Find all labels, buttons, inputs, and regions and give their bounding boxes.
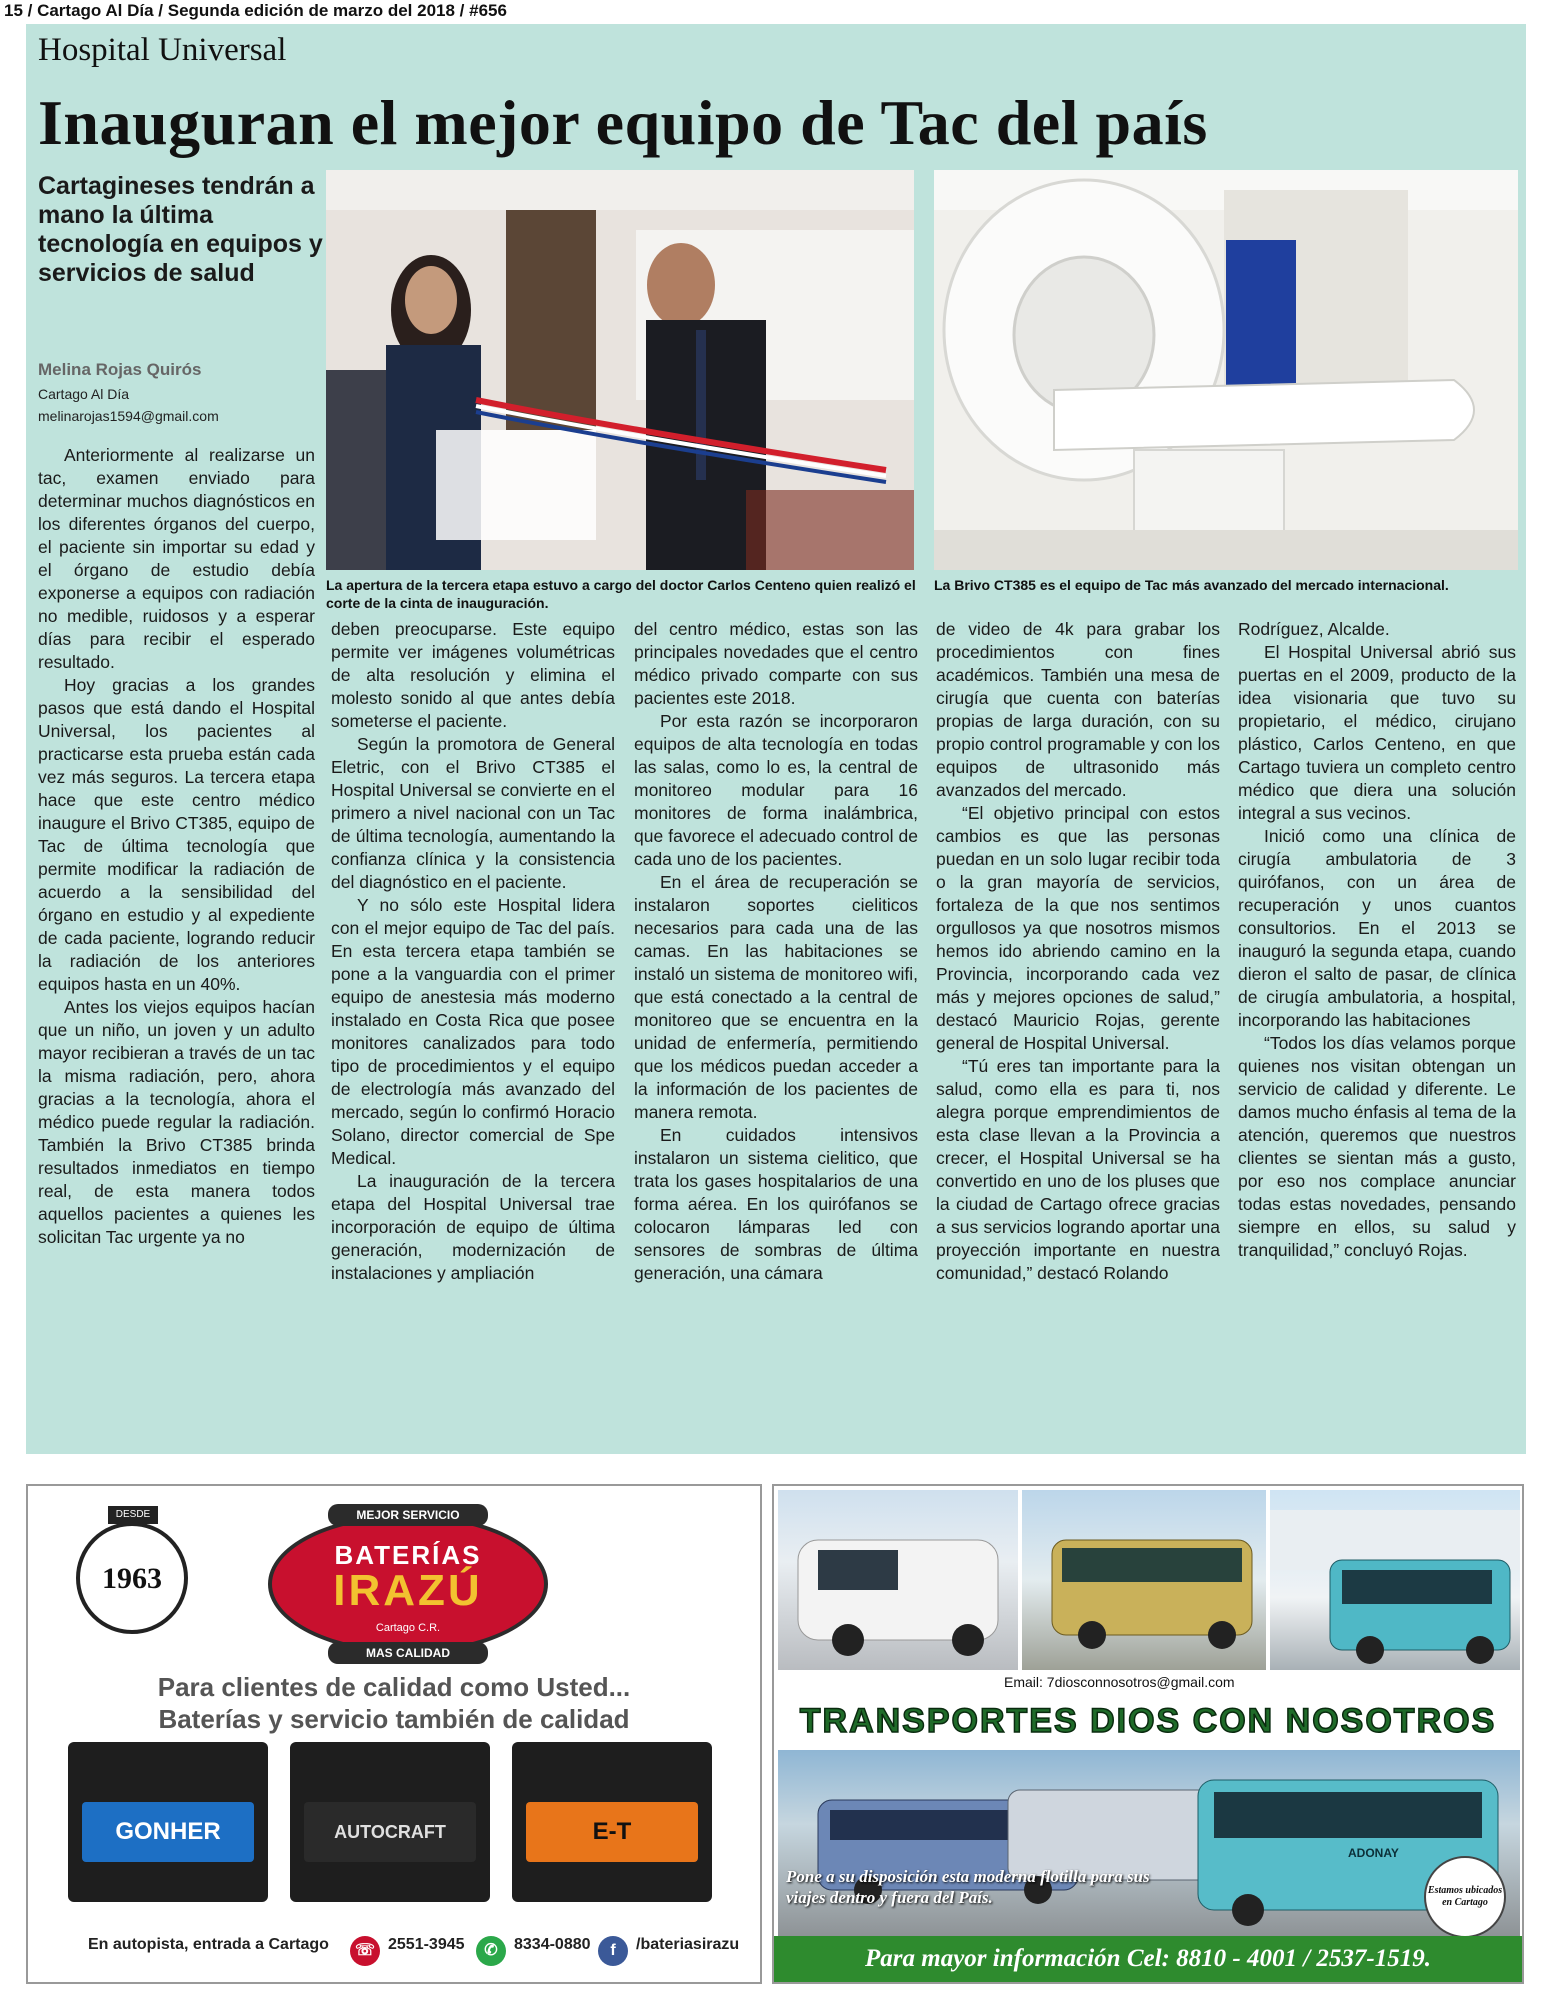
headline: Inauguran el mejor equipo de Tac del país bbox=[38, 87, 1208, 158]
battery-gonher bbox=[68, 1742, 268, 1902]
ad-tagline-2: Baterías y servicio también de calidad bbox=[158, 1704, 630, 1734]
fleet-illustration bbox=[778, 1750, 1520, 1936]
column-1 bbox=[38, 444, 315, 1249]
logo-top-banner: MEJOR SERVICIO bbox=[328, 1504, 488, 1526]
location-badge: Estamos ubicados en Cartago bbox=[1424, 1856, 1506, 1938]
bus-label: ADONAY bbox=[1348, 1846, 1399, 1860]
paragraph: Y no sólo este Hospital lidera con el mejor equipo de Tac del país. En esta tercera etapa también se pone a la vanguardia con el primer equipo de anestesia más moderno instalado en Costa Rica que posee monitores canalizados para todo tipo de procedimientos y el equipo de electrología más avanzado del mercado, según lo confirmó Horacio Solano, director comercial de Spe Medical. bbox=[331, 895, 615, 1168]
logo-word-irazu: IRAZÚ bbox=[333, 1566, 483, 1615]
ad-transportes-dios-con-nosotros[interactable] bbox=[772, 1484, 1524, 1984]
paragraph: En el área de recuperación se instalaron soportes cieliticos necesarios para cada una de las camas. En las habitaciones se instaló un sistema de monitoreo wifi, que está conectado a la central de monitoreo que se encuentra en la unidad de enfermería, permitiendo que los médicos puedan acceder a la información de los pacientes de manera remota. bbox=[634, 872, 918, 1122]
paragraph: Anteriormente al realizarse un tac, examen enviado para determinar muchos diagnósticos en los diferentes órganos del cuerpo, el paciente sin importar su edad y el órgano de estudio debía exponerse a equipos con radiación no medible, ruidosos y a esperar días para recibir el esperado resultado. bbox=[38, 445, 315, 672]
phone-number[interactable]: 2551-3945 bbox=[388, 1936, 465, 1953]
paragraph: de video de 4k para grabar los procedimientos con fines académicos. También una mesa de cirugía que cuenta con baterías propias de larga duración, con su propio control programable y con los equipos de ultrasonido más avanzados del mercado. bbox=[936, 619, 1220, 800]
facebook-handle[interactable]: /bateriasirazu bbox=[636, 1936, 740, 1953]
logo-city: Cartago C.R. bbox=[375, 1622, 441, 1634]
ribbon-cutting-illustration bbox=[326, 170, 914, 570]
transport-slogan: Pone a su disposición esta moderna flotilla para sus viajes dentro y fuera del País. bbox=[786, 1867, 1150, 1907]
paragraph: El Hospital Universal abrió sus puertas en el 2009, producto de la idea visionaria que tuvo su propietario, el médico, cirujano plástico, Carlos Centeno, en que Cartago tuviera un completo centro médico que diera una solución integral a sus vecinos. bbox=[1238, 642, 1516, 823]
ad-baterias-irazu[interactable]: 1963 DESDE MEJOR SERVICIO BATERÍAS IRAZÚ Cartago C.R. MAS CALIDAD Para clientes de calidad como Usted... Baterías y servicio también de calidad GONHER AUTOCRAFT E-T En autopista, entrada a Cartago ☏ 2551-3945 ✆ 8334-0880 f /bateriasirazu bbox=[26, 1484, 762, 1984]
article bbox=[26, 24, 1526, 1454]
photo-caption-1: La apertura de la tercera etapa estuvo a cargo del doctor Carlos Centeno quien realizó el corte de la cinta de inauguración. bbox=[326, 577, 916, 611]
paragraph: Hoy gracias a los grandes pasos que está dando el Hospital Universal, los pacientes al practicarse esta prueba están cada vez más seguros. La tercera etapa hace que este centro médico inaugure el Brivo CT385, equipo de Tac de última tecnología que permite modificar la radiación de acuerdo a la sensibilidad del órgano en estudio y al expediente de cada paciente, logrando reducir la radiación de los anteriores equipos hasta en un 40%. bbox=[38, 675, 315, 994]
paragraph: “Todos los días velamos porque quienes nos visitan obtengan un servicio de calidad y diferente. Le damos mucho énfasis al tema de la atención, queremos que nuestros clientes se sientan más a gusto, por eso nos complace anunciar todas estas novedades, pensando siempre en ellos, su salud y tranquilidad,” concluyó Rojas. bbox=[1238, 1033, 1516, 1260]
column-4 bbox=[936, 618, 1220, 1285]
logo-word-baterias: BATERÍAS bbox=[334, 1540, 482, 1570]
author-email[interactable]: melinarojas1594@gmail.com bbox=[38, 408, 219, 424]
paragraph: del centro médico, estas son las principales novedades que el centro médico privado comparte con sus pacientes este 2018. bbox=[634, 619, 918, 708]
logo-bottom-banner: MAS CALIDAD bbox=[328, 1642, 488, 1664]
paragraph: Rodríguez, Alcalde. bbox=[1238, 619, 1390, 639]
transport-email[interactable]: Email: 7diosconnosotros@gmail.com bbox=[1004, 1674, 1235, 1690]
column-2 bbox=[331, 618, 615, 1285]
yellow-bus-illustration bbox=[1022, 1490, 1266, 1670]
paragraph: En cuidados intensivos instalaron un sistema cielitico, que trata los gases hospitalarios de una forma aérea. En los quirófanos se colocaron lámparas led con sensores de sombras de última generación, una cámara bbox=[634, 1125, 918, 1283]
photo-ribbon-cutting bbox=[326, 170, 914, 570]
transport-info-bar[interactable]: Para mayor información Cel: 8810 - 4001 / 2537-1519. bbox=[774, 1936, 1522, 1982]
since-1963-badge: 1963 bbox=[76, 1522, 188, 1634]
paragraph: La inauguración de la tercera etapa del Hospital Universal trae incorporación de equipo de última generación, modernización de instalaciones y ampliación bbox=[331, 1171, 615, 1283]
battery-brand-gonher: GONHER bbox=[82, 1802, 254, 1862]
photo-yellow-bus bbox=[1022, 1490, 1266, 1670]
paragraph: deben preocuparse. Este equipo permite ver imágenes volumétricas de alta resolución y elimina el molesto sonido al que antes debía someterse el paciente. bbox=[331, 619, 615, 731]
subhead: Cartagineses tendrán a mano la última tecnología en equipos y servicios de salud bbox=[38, 172, 323, 287]
paragraph: Antes los viejos equipos hacían que un niño, un joven y un adulto mayor recibieran a través de un tac la misma radiación, pero, ahora gracias a la tecnología, ahora el médico puede regular la radiación. También la Brivo CT385 brinda resultados inmediatos en tiempo real, de esta manera todos aquellos pacientes a quienes les solicitan Tac urgente ya no bbox=[38, 997, 315, 1247]
van-illustration bbox=[778, 1490, 1018, 1670]
since-tag: DESDE bbox=[108, 1506, 158, 1524]
battery-energia-total bbox=[512, 1742, 712, 1902]
photo-fleet bbox=[778, 1750, 1520, 1936]
battery-autocraft bbox=[290, 1742, 490, 1902]
battery-brand-et: E-T bbox=[526, 1802, 698, 1862]
whatsapp-number[interactable]: 8334-0880 bbox=[514, 1936, 591, 1953]
teal-bus-illustration bbox=[1270, 1490, 1520, 1670]
paragraph: Inició como una clínica de cirugía ambulatoria de 3 quirófanos, con un área de recuperación y unos cuantos consultorios. En el 2013 se inauguró la segunda etapa, cuando dieron el salto de pasar, de clínica de cirugía ambulatoria, a hospital, incorporando las habitaciones bbox=[1238, 826, 1516, 1030]
photo-ct-scanner bbox=[934, 170, 1518, 570]
paragraph: Por esta razón se incorporaron equipos de alta tecnología en todas las salas, como lo es, la central de monitoreo modular para 16 monitores de forma inalámbrica, que favorece el adecuado control de cada uno de los pacientes. bbox=[634, 711, 918, 869]
column-3 bbox=[634, 618, 918, 1285]
battery-brand-autocraft: AUTOCRAFT bbox=[304, 1802, 476, 1862]
section-label: Hospital Universal bbox=[38, 32, 287, 68]
paragraph: Según la promotora de General Eletric, con el Brivo CT385 el Hospital Universal se convierte en el primero a nivel nacional con un Tac de última tecnología, aumentando la confianza clínica y la consistencia del diagnóstico en el paciente. bbox=[331, 734, 615, 892]
author-name: Melina Rojas Quirós bbox=[38, 360, 202, 379]
ad-tagline-1: Para clientes de calidad como Usted... bbox=[157, 1672, 631, 1702]
paragraph: “Tú eres tan importante para la salud, como ella es para ti, nos alegra porque emprendimientos de esta clase llevan a la Provincia a crecer, el Hospital Universal se ha convertido en uno de los pluses que la ciudad de Cartago ofrece gracias a sus servicios logrando aportar una proyección importante en nuestra comunidad,” destacó Rolando bbox=[936, 1056, 1220, 1283]
author-organization: Cartago Al Día bbox=[38, 386, 130, 402]
location-text: En autopista, entrada a Cartago bbox=[88, 1936, 329, 1953]
transport-title: TRANSPORTES DIOS CON NOSOTROS bbox=[799, 1702, 1497, 1740]
photo-teal-bus-ship bbox=[1270, 1490, 1520, 1670]
paragraph: “El objetivo principal con estos cambios es que las personas puedan en un solo lugar recibir toda o la gran mayoría de servicios, fortaleza de la que nos sentimos orgullosos ya que nosotros mismos hemos ido abriendo camino en la Provincia, incorporando cada vez más y mejores opciones de salud,” destacó Mauricio Rojas, gerente general de Hospital Universal. bbox=[936, 803, 1220, 1053]
ct-scanner-illustration bbox=[934, 170, 1518, 570]
photo-caption-2: La Brivo CT385 es el equipo de Tac más avanzado del mercado internacional. bbox=[934, 577, 1449, 593]
photo-white-van bbox=[778, 1490, 1018, 1670]
page-header: 15 / Cartago Al Día / Segunda edición de marzo del 2018 / #656 bbox=[4, 1, 507, 20]
column-5 bbox=[1238, 618, 1516, 1262]
